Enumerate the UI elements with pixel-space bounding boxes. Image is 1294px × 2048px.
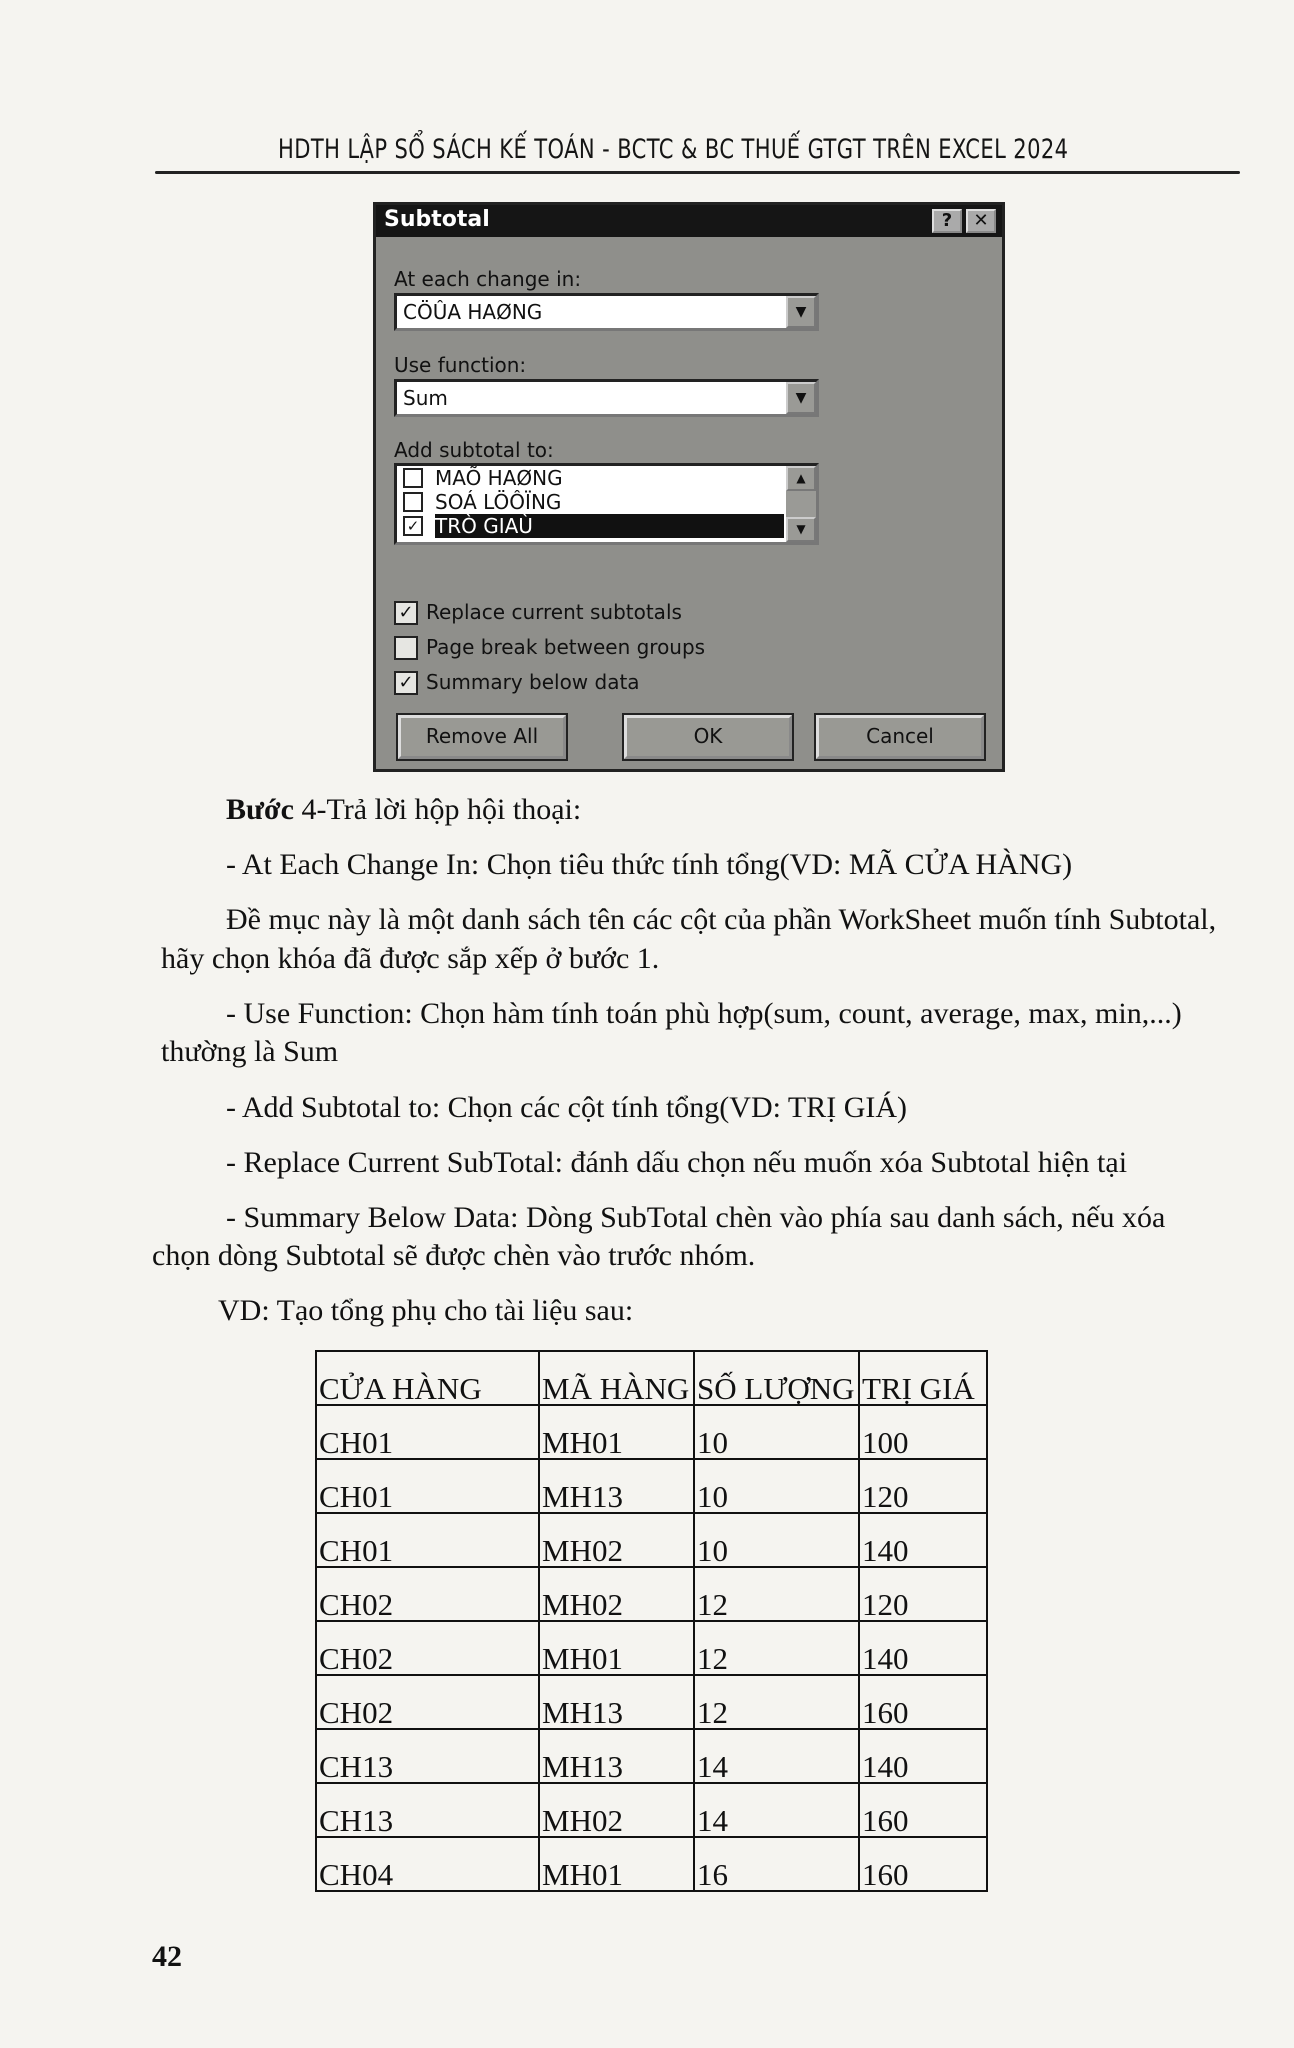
list-item[interactable] bbox=[397, 490, 816, 514]
help-button[interactable]: ? bbox=[932, 209, 962, 233]
table-cell: CH01 bbox=[316, 1405, 539, 1459]
chevron-down-icon[interactable]: ▼ bbox=[786, 296, 816, 328]
use-function-label: Use function: bbox=[394, 353, 527, 377]
table-cell: 140 bbox=[859, 1513, 987, 1567]
at-each-change-label: At each change in: bbox=[394, 267, 582, 291]
example-table bbox=[315, 1350, 988, 1892]
table-cell: CH04 bbox=[316, 1837, 539, 1891]
list-item[interactable] bbox=[397, 466, 816, 490]
paragraph-line: - Use Function: Chọn hàm tính toán phù hợp(sum, count, average, max, min,...) bbox=[226, 997, 1182, 1030]
step-rest: 4-Trả lời hộp hội thoại: bbox=[293, 793, 582, 826]
table-cell: CH13 bbox=[316, 1729, 539, 1783]
checkbox[interactable]: ✓ bbox=[394, 601, 418, 625]
item-label: SOÁ LÖÔÏNG bbox=[435, 490, 562, 514]
table-cell: MH13 bbox=[539, 1729, 694, 1783]
table-cell: CH01 bbox=[316, 1459, 539, 1513]
table-cell: 10 bbox=[694, 1405, 859, 1459]
table-cell: 12 bbox=[694, 1675, 859, 1729]
replace-current-option[interactable] bbox=[394, 599, 682, 625]
paragraph-line: hãy chọn khóa đã được sắp xếp ở bước 1. bbox=[161, 942, 660, 975]
paragraph-line: thường là Sum bbox=[161, 1035, 339, 1068]
table-cell: CH02 bbox=[316, 1675, 539, 1729]
step-heading bbox=[226, 792, 581, 828]
header-cell: MÃ HÀNG bbox=[539, 1351, 694, 1405]
add-subtotal-label: Add subtotal to: bbox=[394, 438, 554, 462]
select-value: Sum bbox=[403, 386, 448, 410]
table-cell: 140 bbox=[859, 1621, 987, 1675]
scroll-down-icon[interactable]: ▼ bbox=[786, 517, 816, 542]
checkbox[interactable] bbox=[403, 492, 423, 512]
table-cell: 16 bbox=[694, 1837, 859, 1891]
paragraph-line: VD: Tạo tổng phụ cho tài liệu sau: bbox=[218, 1294, 634, 1327]
checkbox[interactable] bbox=[394, 636, 418, 660]
table-cell: 160 bbox=[859, 1837, 987, 1891]
checkbox[interactable] bbox=[403, 468, 423, 488]
table-cell: 14 bbox=[694, 1783, 859, 1837]
list-item[interactable] bbox=[397, 514, 816, 538]
select-value: CÖÛA HAØNG bbox=[403, 300, 543, 324]
table-cell: MH02 bbox=[539, 1567, 694, 1621]
table-cell: MH02 bbox=[539, 1783, 694, 1837]
chevron-down-icon[interactable]: ▼ bbox=[786, 382, 816, 414]
scroll-up-icon[interactable]: ▲ bbox=[786, 466, 816, 491]
table-cell: 12 bbox=[694, 1621, 859, 1675]
at-each-change-select[interactable] bbox=[394, 293, 819, 331]
remove-all-button[interactable]: Remove All bbox=[398, 715, 566, 759]
table-row bbox=[316, 1459, 987, 1513]
close-button[interactable]: ✕ bbox=[966, 209, 996, 233]
table-row bbox=[316, 1513, 987, 1567]
table-cell: CH02 bbox=[316, 1621, 539, 1675]
dialog-title: Subtotal bbox=[384, 207, 490, 232]
use-function-select[interactable] bbox=[394, 379, 819, 417]
option-label: Page break between groups bbox=[426, 635, 706, 659]
scroll-thumb[interactable] bbox=[786, 491, 816, 517]
table-cell: MH13 bbox=[539, 1675, 694, 1729]
header-cell: TRỊ GIÁ bbox=[859, 1351, 987, 1405]
table-header-row bbox=[316, 1351, 987, 1405]
ok-button[interactable]: OK bbox=[624, 715, 792, 759]
dialog-titlebar bbox=[376, 205, 1002, 237]
table-cell: 120 bbox=[859, 1567, 987, 1621]
table-cell: MH13 bbox=[539, 1459, 694, 1513]
checkbox[interactable]: ✓ bbox=[394, 671, 418, 695]
table-cell: CH13 bbox=[316, 1783, 539, 1837]
table-cell: CH02 bbox=[316, 1567, 539, 1621]
option-label: Summary below data bbox=[426, 670, 640, 694]
subtotal-dialog bbox=[373, 202, 1005, 772]
table-cell: 10 bbox=[694, 1513, 859, 1567]
step-bold: Bước bbox=[226, 793, 294, 826]
scrollbar[interactable] bbox=[786, 466, 816, 542]
table-cell: 12 bbox=[694, 1567, 859, 1621]
table-cell: 10 bbox=[694, 1459, 859, 1513]
table-cell: MH01 bbox=[539, 1621, 694, 1675]
table-row bbox=[316, 1567, 987, 1621]
add-subtotal-list[interactable] bbox=[394, 463, 819, 545]
header-rule bbox=[155, 171, 1240, 174]
table-row bbox=[316, 1621, 987, 1675]
table-row bbox=[316, 1729, 987, 1783]
option-label: Replace current subtotals bbox=[426, 600, 682, 624]
paragraph-line: - Replace Current SubTotal: đánh dấu chọn nếu muốn xóa Subtotal hiện tại bbox=[226, 1146, 1128, 1179]
table-cell: 160 bbox=[859, 1675, 987, 1729]
table-cell: CH01 bbox=[316, 1513, 539, 1567]
table-cell: 120 bbox=[859, 1459, 987, 1513]
table-cell: 100 bbox=[859, 1405, 987, 1459]
running-header: HDTH LẬP SỔ SÁCH KẾ TOÁN - BCTC & BC THUẾ GTGT TRÊN EXCEL 2024 bbox=[278, 134, 1069, 165]
table-cell: 14 bbox=[694, 1729, 859, 1783]
paragraph-line: - Add Subtotal to: Chọn các cột tính tổng(VD: TRỊ GIÁ) bbox=[226, 1091, 908, 1124]
item-label: TRÒ GIAÙ bbox=[435, 514, 784, 538]
table-cell: MH01 bbox=[539, 1837, 694, 1891]
paragraph-line: Đề mục này là một danh sách tên các cột của phần WorkSheet muốn tính Subtotal, bbox=[226, 903, 1217, 936]
page-break-option[interactable] bbox=[394, 634, 705, 660]
table-cell: 160 bbox=[859, 1783, 987, 1837]
header-cell: CỬA HÀNG bbox=[316, 1351, 539, 1405]
table-row bbox=[316, 1783, 987, 1837]
page-number: 42 bbox=[152, 1940, 182, 1973]
cancel-button[interactable]: Cancel bbox=[816, 715, 984, 759]
table-cell: MH01 bbox=[539, 1405, 694, 1459]
checkbox[interactable]: ✓ bbox=[403, 516, 423, 536]
header-cell: SỐ LƯỢNG bbox=[694, 1351, 859, 1405]
paragraph-line: chọn dòng Subtotal sẽ được chèn vào trước nhóm. bbox=[152, 1239, 756, 1272]
paragraph-line: - Summary Below Data: Dòng SubTotal chèn vào phía sau danh sách, nếu xóa bbox=[226, 1201, 1166, 1234]
paragraph-line: - At Each Change In: Chọn tiêu thức tính tổng(VD: MÃ CỬA HÀNG) bbox=[226, 848, 1073, 881]
table-row bbox=[316, 1405, 987, 1459]
table-cell: MH02 bbox=[539, 1513, 694, 1567]
table-row bbox=[316, 1675, 987, 1729]
summary-below-option[interactable] bbox=[394, 669, 640, 695]
item-label: MAÕ HAØNG bbox=[435, 466, 563, 490]
table-row bbox=[316, 1837, 987, 1891]
table-cell: 140 bbox=[859, 1729, 987, 1783]
